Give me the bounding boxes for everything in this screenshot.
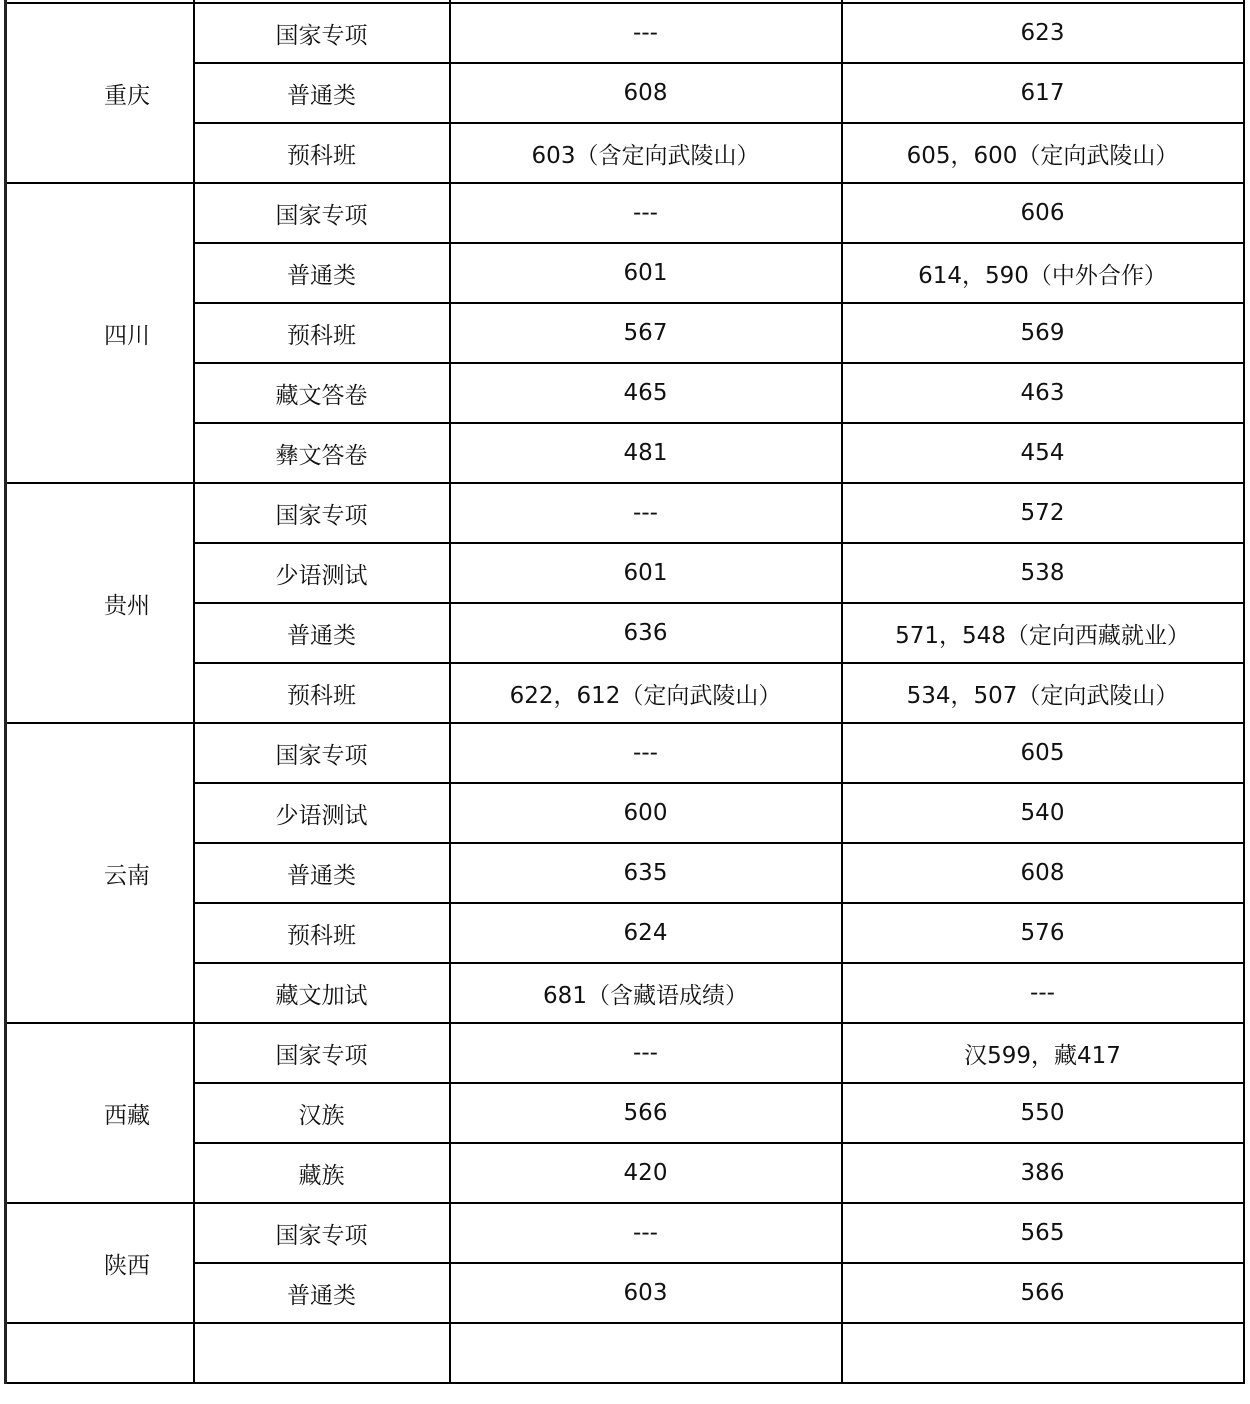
score-cell-col1: 624 [450, 903, 842, 963]
score-cell-col1: 603 [450, 1263, 842, 1323]
score-cell-col1: 420 [450, 1143, 842, 1203]
score-cell-col2: 605 [842, 723, 1244, 783]
score-cell-col1: 465 [450, 363, 842, 423]
province-cell: 四川 [6, 183, 194, 483]
category-cell: 国家专项 [194, 3, 450, 63]
score-cell-col2: 623 [842, 3, 1244, 63]
score-cell-col2: 571，548（定向西藏就业） [842, 603, 1244, 663]
category-cell: 普通类 [194, 243, 450, 303]
province-cell: 陕西 [6, 1203, 194, 1323]
category-cell: 藏文答卷 [194, 363, 450, 423]
table-row [6, 183, 1244, 243]
table-row [6, 1203, 1244, 1263]
admission-score-table [4, 0, 1245, 1384]
score-cell-col1: 622，612（定向武陵山） [450, 663, 842, 723]
score-cell-col1: 567 [450, 303, 842, 363]
score-cell-col2: 386 [842, 1143, 1244, 1203]
score-cell-col2: 572 [842, 483, 1244, 543]
table-cell [450, 1323, 842, 1383]
category-cell: 普通类 [194, 1263, 450, 1323]
table-body [6, 0, 1244, 1383]
category-cell: 预科班 [194, 303, 450, 363]
score-cell-col1: 481 [450, 423, 842, 483]
score-cell-col2: 565 [842, 1203, 1244, 1263]
category-cell: 彝文答卷 [194, 423, 450, 483]
category-cell: 预科班 [194, 663, 450, 723]
category-cell: 少语测试 [194, 783, 450, 843]
score-cell-col2: 614，590（中外合作） [842, 243, 1244, 303]
score-cell-col2: 550 [842, 1083, 1244, 1143]
score-cell-col1: 635 [450, 843, 842, 903]
category-cell: 普通类 [194, 843, 450, 903]
score-cell-col2: 454 [842, 423, 1244, 483]
score-cell-col2: 538 [842, 543, 1244, 603]
score-cell-col2: 605，600（定向武陵山） [842, 123, 1244, 183]
score-cell-col1: 608 [450, 63, 842, 123]
table-row-partial [6, 1323, 1244, 1383]
score-cell-col2: --- [842, 963, 1244, 1023]
score-cell-col2: 606 [842, 183, 1244, 243]
category-cell: 国家专项 [194, 723, 450, 783]
score-cell-col2: 540 [842, 783, 1244, 843]
category-cell: 国家专项 [194, 183, 450, 243]
table-row [6, 1023, 1244, 1083]
category-cell: 预科班 [194, 903, 450, 963]
category-cell: 普通类 [194, 603, 450, 663]
province-cell: 贵州 [6, 483, 194, 723]
score-cell-col1: --- [450, 3, 842, 63]
category-cell: 国家专项 [194, 483, 450, 543]
table-row [6, 723, 1244, 783]
category-cell: 少语测试 [194, 543, 450, 603]
table-cell [6, 1323, 194, 1383]
category-cell: 国家专项 [194, 1203, 450, 1263]
score-cell-col2: 463 [842, 363, 1244, 423]
score-cell-col2: 534，507（定向武陵山） [842, 663, 1244, 723]
score-cell-col1: 681（含藏语成绩） [450, 963, 842, 1023]
score-cell-col1: --- [450, 723, 842, 783]
score-cell-col1: 566 [450, 1083, 842, 1143]
score-cell-col2: 汉599，藏417 [842, 1023, 1244, 1083]
score-cell-col2: 576 [842, 903, 1244, 963]
score-cell-col2: 569 [842, 303, 1244, 363]
score-cell-col1: 601 [450, 243, 842, 303]
table-cell [194, 1323, 450, 1383]
score-cell-col2: 608 [842, 843, 1244, 903]
score-cell-col1: 601 [450, 543, 842, 603]
category-cell: 藏族 [194, 1143, 450, 1203]
category-cell: 国家专项 [194, 1023, 450, 1083]
province-cell: 西藏 [6, 1023, 194, 1203]
score-cell-col2: 617 [842, 63, 1244, 123]
score-cell-col1: 636 [450, 603, 842, 663]
category-cell: 普通类 [194, 63, 450, 123]
score-cell-col1: --- [450, 1203, 842, 1263]
category-cell: 藏文加试 [194, 963, 450, 1023]
score-cell-col1: --- [450, 1023, 842, 1083]
province-cell: 重庆 [6, 3, 194, 183]
table-row [6, 483, 1244, 543]
category-cell: 汉族 [194, 1083, 450, 1143]
table-row [6, 3, 1244, 63]
score-table-container [4, 0, 1245, 1384]
table-cell [842, 1323, 1244, 1383]
score-cell-col1: --- [450, 483, 842, 543]
score-cell-col2: 566 [842, 1263, 1244, 1323]
score-cell-col1: 603（含定向武陵山） [450, 123, 842, 183]
score-cell-col1: 600 [450, 783, 842, 843]
province-cell: 云南 [6, 723, 194, 1023]
score-cell-col1: --- [450, 183, 842, 243]
category-cell: 预科班 [194, 123, 450, 183]
